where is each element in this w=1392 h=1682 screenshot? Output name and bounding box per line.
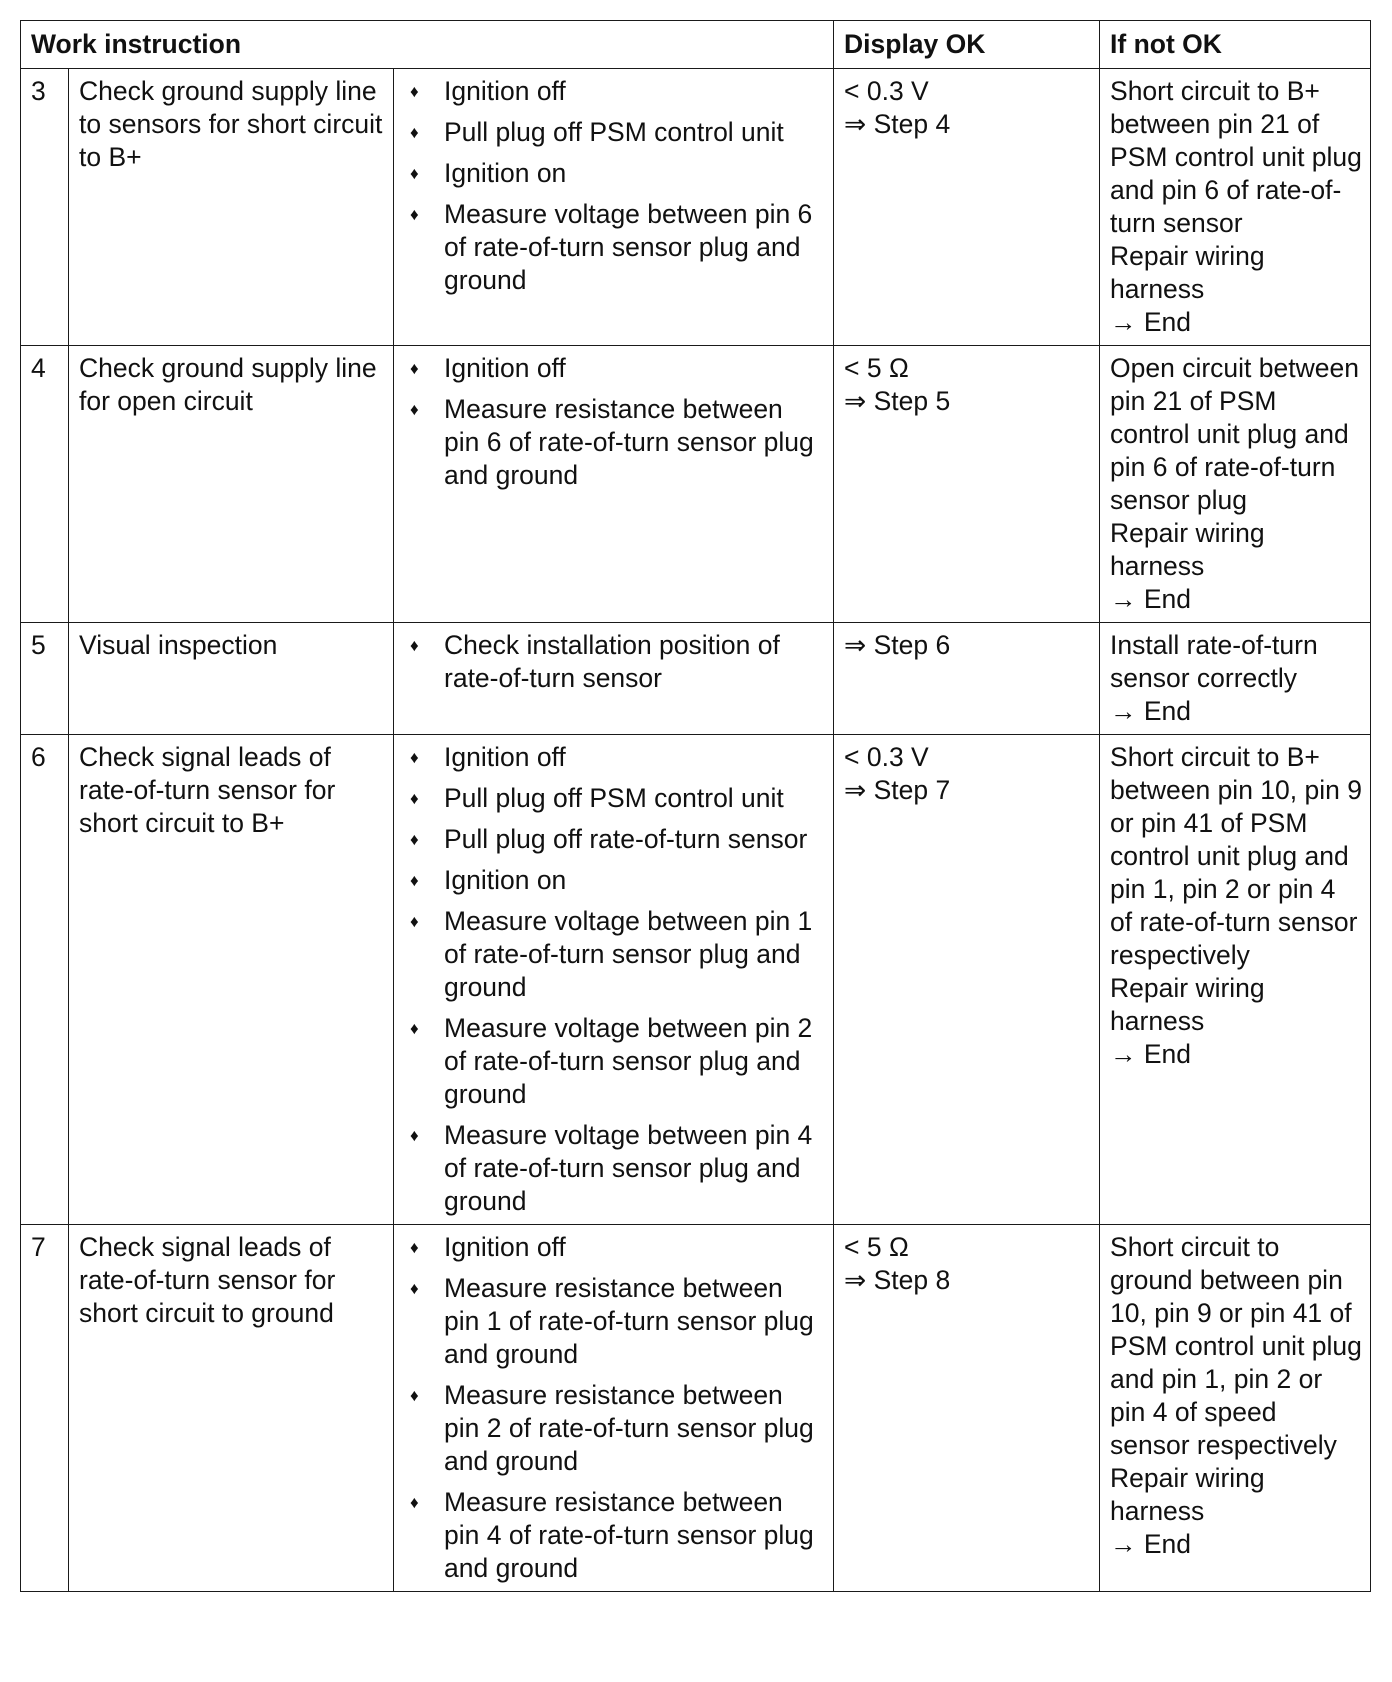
bullet-diamond-icon: ♦ <box>410 1279 419 1298</box>
action-text: Measure voltage between pin 1 of rate-of-turn sensor plug and ground <box>444 906 813 1002</box>
action-item <box>404 1119 825 1218</box>
if-not-ok-line: → End <box>1110 307 1192 337</box>
display-ok-line: < 5 Ω <box>844 353 909 383</box>
bullet-diamond-icon: ♦ <box>410 123 419 142</box>
action-item <box>404 1379 825 1478</box>
bullet-diamond-icon: ♦ <box>410 871 419 890</box>
if-not-ok-line: Short circuit to B+ between pin 10, pin 9 or pin 41 of PSM control unit plug and pin 1, pin 2 or pin 4 of rate-of-turn sensor respectively <box>1110 742 1362 970</box>
bullet-diamond-icon: ♦ <box>410 1238 419 1257</box>
step-title: Visual inspection <box>69 623 394 735</box>
work-instruction-table <box>20 20 1371 1592</box>
action-item <box>404 629 825 695</box>
action-item <box>404 1231 825 1264</box>
action-item <box>404 741 825 774</box>
display-ok-line: ⇒ Step 7 <box>844 775 951 805</box>
if-not-ok-cell <box>1100 346 1371 623</box>
display-ok-cell <box>834 735 1100 1225</box>
step-number: 6 <box>21 735 69 1225</box>
display-ok-line: < 5 Ω <box>844 1232 909 1262</box>
step-actions <box>394 623 834 735</box>
action-list <box>404 352 825 492</box>
if-not-ok-line: Repair wiring harness <box>1110 1463 1265 1526</box>
action-text: Ignition off <box>444 742 566 772</box>
bullet-diamond-icon: ♦ <box>410 359 419 378</box>
action-item <box>404 782 825 815</box>
step-title: Check signal leads of rate-of-turn sensor for short circuit to B+ <box>69 735 394 1225</box>
action-text: Ignition on <box>444 865 567 895</box>
action-list <box>404 75 825 297</box>
display-ok-line: < 0.3 V <box>844 76 929 106</box>
steps-body <box>21 69 1371 1592</box>
bullet-diamond-icon: ♦ <box>410 830 419 849</box>
action-list <box>404 741 825 1218</box>
step-number: 4 <box>21 346 69 623</box>
display-ok-line: ⇒ Step 8 <box>844 1265 951 1295</box>
action-text: Measure resistance between pin 4 of rate-of-turn sensor plug and ground <box>444 1487 814 1583</box>
if-not-ok-line: → End <box>1110 584 1192 614</box>
step-actions <box>394 1225 834 1592</box>
header-display-ok: Display OK <box>834 21 1100 69</box>
action-text: Measure resistance between pin 1 of rate-of-turn sensor plug and ground <box>444 1273 814 1369</box>
action-item <box>404 75 825 108</box>
if-not-ok-line: → End <box>1110 1039 1192 1069</box>
display-ok-cell <box>834 346 1100 623</box>
bullet-diamond-icon: ♦ <box>410 1126 419 1145</box>
if-not-ok-line: Repair wiring harness <box>1110 518 1265 581</box>
action-item <box>404 393 825 492</box>
action-text: Pull plug off PSM control unit <box>444 783 784 813</box>
if-not-ok-line: Install rate-of-turn sensor correctly <box>1110 630 1318 693</box>
document-page <box>20 20 1370 1592</box>
bullet-diamond-icon: ♦ <box>410 748 419 767</box>
action-text: Ignition off <box>444 76 566 106</box>
display-ok-cell <box>834 623 1100 735</box>
action-text: Pull plug off PSM control unit <box>444 117 784 147</box>
if-not-ok-line: Short circuit to ground between pin 10, pin 9 or pin 41 of PSM control unit plug and pin 1, pin 2 or pin 4 of speed sensor respectively <box>1110 1232 1362 1460</box>
bullet-diamond-icon: ♦ <box>410 636 419 655</box>
header-if-not-ok: If not OK <box>1100 21 1371 69</box>
bullet-diamond-icon: ♦ <box>410 1019 419 1038</box>
step-number: 7 <box>21 1225 69 1592</box>
bullet-diamond-icon: ♦ <box>410 400 419 419</box>
action-list <box>404 629 825 695</box>
if-not-ok-line: Short circuit to B+ between pin 21 of PSM control unit plug and pin 6 of rate-of-turn sensor <box>1110 76 1362 238</box>
step-title: Check signal leads of rate-of-turn sensor for short circuit to ground <box>69 1225 394 1592</box>
display-ok-cell <box>834 69 1100 346</box>
step-row <box>21 69 1371 346</box>
display-ok-line: ⇒ Step 6 <box>844 630 951 660</box>
action-item <box>404 823 825 856</box>
action-item <box>404 1486 825 1585</box>
bullet-diamond-icon: ♦ <box>410 789 419 808</box>
action-text: Ignition on <box>444 158 567 188</box>
table-header-row <box>21 21 1371 69</box>
display-ok-line: ⇒ Step 5 <box>844 386 951 416</box>
bullet-diamond-icon: ♦ <box>410 82 419 101</box>
action-text: Measure resistance between pin 6 of rate-of-turn sensor plug and ground <box>444 394 814 490</box>
bullet-diamond-icon: ♦ <box>410 1386 419 1405</box>
action-item <box>404 905 825 1004</box>
action-item <box>404 864 825 897</box>
step-title: Check ground supply line for open circuit <box>69 346 394 623</box>
if-not-ok-cell <box>1100 69 1371 346</box>
bullet-diamond-icon: ♦ <box>410 205 419 224</box>
action-text: Measure resistance between pin 2 of rate-of-turn sensor plug and ground <box>444 1380 814 1476</box>
if-not-ok-cell <box>1100 735 1371 1225</box>
display-ok-line: < 0.3 V <box>844 742 929 772</box>
step-actions <box>394 735 834 1225</box>
action-text: Ignition off <box>444 1232 566 1262</box>
if-not-ok-line: Repair wiring harness <box>1110 241 1265 304</box>
step-actions <box>394 69 834 346</box>
if-not-ok-line: Open circuit between pin 21 of PSM control unit plug and pin 6 of rate-of-turn sensor plug <box>1110 353 1359 515</box>
action-text: Ignition off <box>444 353 566 383</box>
if-not-ok-line: Repair wiring harness <box>1110 973 1265 1036</box>
step-number: 5 <box>21 623 69 735</box>
bullet-diamond-icon: ♦ <box>410 164 419 183</box>
action-item <box>404 157 825 190</box>
action-text: Check installation position of rate-of-turn sensor <box>444 630 780 693</box>
step-row <box>21 346 1371 623</box>
action-item <box>404 116 825 149</box>
if-not-ok-cell <box>1100 623 1371 735</box>
bullet-diamond-icon: ♦ <box>410 1493 419 1512</box>
action-text: Pull plug off rate-of-turn sensor <box>444 824 808 854</box>
action-text: Measure voltage between pin 6 of rate-of-turn sensor plug and ground <box>444 199 813 295</box>
if-not-ok-line: → End <box>1110 1529 1192 1559</box>
action-item <box>404 352 825 385</box>
action-text: Measure voltage between pin 2 of rate-of-turn sensor plug and ground <box>444 1013 813 1109</box>
action-list <box>404 1231 825 1585</box>
display-ok-cell <box>834 1225 1100 1592</box>
bullet-diamond-icon: ♦ <box>410 912 419 931</box>
action-item <box>404 198 825 297</box>
step-row <box>21 623 1371 735</box>
action-item <box>404 1012 825 1111</box>
step-title: Check ground supply line to sensors for short circuit to B+ <box>69 69 394 346</box>
if-not-ok-line: → End <box>1110 696 1192 726</box>
step-row <box>21 1225 1371 1592</box>
step-actions <box>394 346 834 623</box>
action-text: Measure voltage between pin 4 of rate-of-turn sensor plug and ground <box>444 1120 813 1216</box>
display-ok-line: ⇒ Step 4 <box>844 109 951 139</box>
step-row <box>21 735 1371 1225</box>
action-item <box>404 1272 825 1371</box>
header-work-instruction: Work instruction <box>21 21 834 69</box>
step-number: 3 <box>21 69 69 346</box>
if-not-ok-cell <box>1100 1225 1371 1592</box>
